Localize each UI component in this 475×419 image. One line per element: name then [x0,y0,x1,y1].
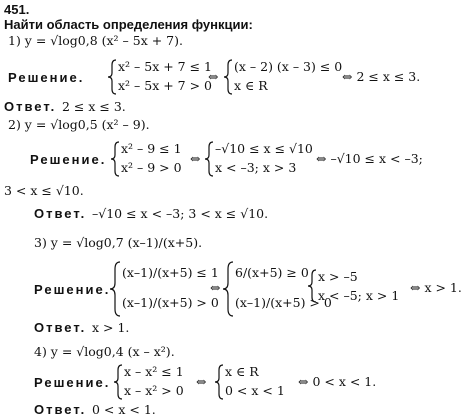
answer-1: 2 ≤ x ≤ 3. [62,99,126,114]
system1-line1: (x–1)/(x+5) ≤ 1 [122,265,219,280]
system1-line2: (x–1)/(x+5) > 0 [122,295,219,310]
system1-line1: x – x² ≤ 1 [124,364,184,379]
system1-line2: x² – 5x + 7 > 0 [118,78,213,93]
system2-line2: (x–1)/(x+5) > 0 [235,295,332,310]
system2-line2: x ∈ R [234,78,268,93]
equiv-arrow: ⇔ [210,280,221,295]
answer-label-4: Ответ. [34,402,87,417]
task-statement: Найти область определения функции: [4,17,253,32]
solution-label-4: Решение. [34,375,111,390]
answer-2: –√10 ≤ x < –3; 3 < x ≤ √10. [92,206,269,221]
function-2: 2) y = √log0,5 (x² – 9). [8,117,150,132]
system1-line2: x – x² > 0 [124,383,184,398]
solution-label-3: Решение. [34,282,111,297]
answer-label-1: Ответ. [4,99,57,114]
answer-3: x > 1. [92,320,130,335]
answer-4: 0 < x < 1. [92,402,156,417]
system1-line1: x² – 9 ≤ 1 [121,141,182,156]
function-3: 3) y = √log0,7 (x–1)/(x+5). [34,235,203,250]
function-4: 4) y = √log0,4 (x – x²). [34,344,175,359]
equiv-arrow: ⇔ [190,151,201,166]
system3-line2: x < –5; x > 1 [318,288,400,303]
system2-line2: 0 < x < 1 [225,383,285,398]
result-2: ⇔ –√10 ≤ x < –3; [316,151,423,166]
result-3: ⇔ x > 1. [410,280,462,295]
exercise-number: 451. [4,2,30,17]
system2-line1: –√10 ≤ x ≤ √10 [215,141,313,156]
system2-line2: x < –3; x > 3 [215,160,297,175]
system2-line1: (x – 2) (x – 3) ≤ 0 [234,59,343,74]
answer-label-3: Ответ. [34,320,87,335]
system1-line1: x² – 5x + 7 ≤ 1 [118,59,213,74]
system3-line1: x > –5 [318,269,358,284]
system2-line1: x ∈ R [225,364,259,379]
function-1: 1) y = √log0,8 (x² – 5x + 7). [8,33,183,48]
equiv-arrow: ⇔ [208,69,219,84]
system1-line2: x² – 9 > 0 [121,160,182,175]
answer-label-2: Ответ. [34,206,87,221]
solution-label-2: Решение. [30,152,107,167]
result-2-continuation: 3 < x ≤ √10. [4,183,84,198]
solution-label-1: Решение. [8,70,85,85]
result-1: ⇔ 2 ≤ x ≤ 3. [342,69,421,84]
system2-line1: 6/(x+5) ≥ 0 [235,265,309,280]
result-4: ⇔ 0 < x < 1. [298,374,377,389]
equiv-arrow: ⇔ [196,374,207,389]
